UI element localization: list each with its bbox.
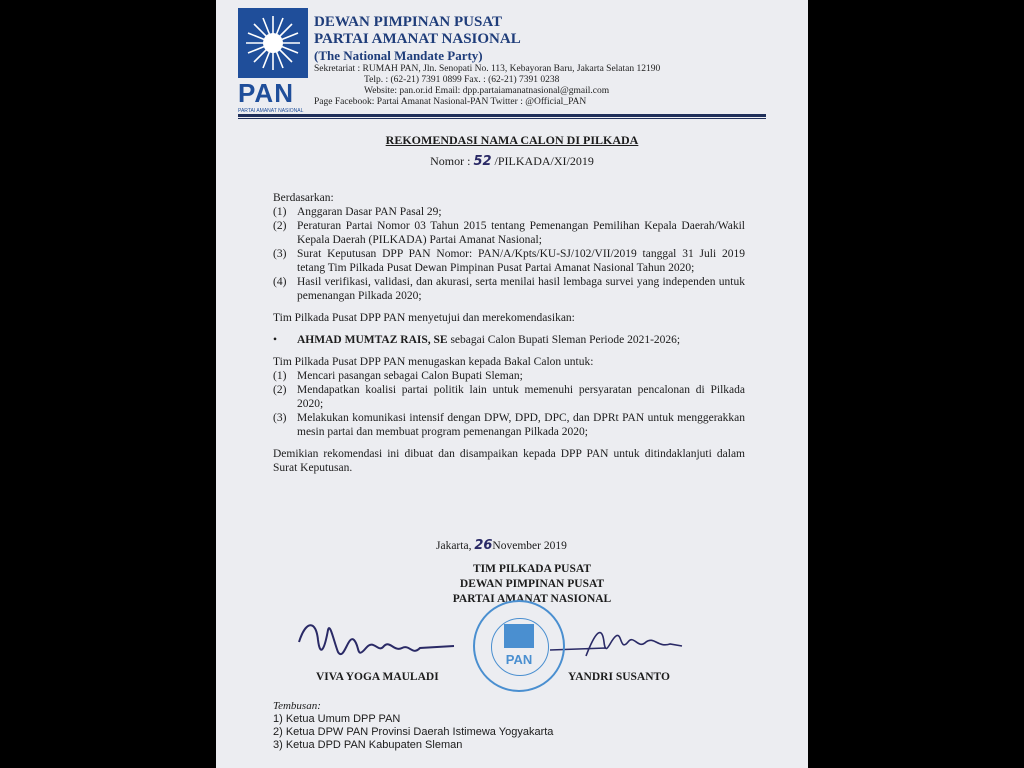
signature-left-icon <box>294 612 464 672</box>
assignment-statement: Tim Pilkada Pusat DPP PAN menugaskan kepada Bakal Calon untuk: <box>273 356 594 368</box>
org-name-line2: PARTAI AMANAT NASIONAL <box>314 31 521 47</box>
approval-statement: Tim Pilkada Pusat DPP PAN menyetujui dan merekomendasikan: <box>273 312 575 324</box>
number-suffix: /PILKADA/XI/2019 <box>494 154 594 168</box>
basis-intro: Berdasarkan: <box>273 192 334 204</box>
stamp-sun-icon <box>504 624 534 648</box>
logo-text: PAN <box>238 78 294 108</box>
document-title: REKOMENDASI NAMA CALON DI PILKADA <box>385 133 639 147</box>
org-name-line1: DEWAN PIMPINAN PUSAT <box>314 14 503 30</box>
signatory-heads: TIM PILKADA PUSAT DEWAN PIMPINAN PUSAT PARTAI AMANAT NASIONAL <box>452 563 612 605</box>
signature-right-icon <box>546 620 686 670</box>
bullet: • <box>273 334 278 346</box>
list-item: 3) Ketua DPD PAN Kabupaten Sleman <box>273 739 463 751</box>
org-name-line3: (The National Mandate Party) <box>314 48 483 63</box>
list-item: 1) Ketua Umum DPP PAN <box>273 713 401 725</box>
list-item: (2) Peraturan Partai Nomor 03 Tahun 2015 tentang Pemenangan Pemilihan Kepala Daerah/Wakil Kepala Daerah (PILKADA) Partai Amanat Nasional; <box>273 220 745 246</box>
tembusan-block <box>273 700 553 752</box>
contact-address: Sekretariat : RUMAH PAN, Jln. Senopati No. 113, Kebayoran Baru, Jakarta Selatan 12190 <box>314 64 661 74</box>
sun-logo-icon <box>238 8 308 78</box>
contact-web: Website: pan.or.id Email: dpp.partaiamanatnasional@gmail.com <box>364 86 610 96</box>
document-body <box>273 191 745 475</box>
list-item: (2) Mendapatkan koalisi partai politik lain untuk memenuhi persyaratan pencalonan di Pilkada 2020; <box>273 384 745 410</box>
contact-social: Page Facebook: Partai Amanat Nasional-PAN Twitter : @Official_PAN <box>314 97 587 107</box>
list-item: (1) Anggaran Dasar PAN Pasal 29; <box>273 206 442 218</box>
candidate-line <box>273 333 745 347</box>
tembusan-label: Tembusan: <box>273 700 321 712</box>
number-prefix: Nomor : <box>430 154 471 168</box>
date-line: Jakarta, 26November 2019 <box>436 538 567 553</box>
signer-right-name: YANDRI SUSANTO <box>568 671 670 683</box>
official-stamp <box>473 600 565 692</box>
candidate-name: AHMAD MUMTAZ RAIS, SE <box>297 334 448 346</box>
pan-logo <box>238 8 308 112</box>
document-number <box>216 154 808 169</box>
date-handwritten: 26 <box>474 538 493 553</box>
number-handwritten: 52 <box>473 154 492 169</box>
letterhead <box>314 14 794 108</box>
list-item: 2) Ketua DPW PAN Provinsi Daerah Istimewa Yogyakarta <box>273 726 554 738</box>
contact-phone: Telp. : (62-21) 7391 0899 Fax. : (62-21) 7391 0238 <box>364 75 560 85</box>
list-item: (4) Hasil verifikasi, validasi, dan akurasi, serta menilai hasil lembaga survei yang independen untuk pemenangan Pilkada 2020; <box>273 276 745 302</box>
letterhead-rule-thin <box>238 118 766 119</box>
logo-subtext: PARTAI AMANAT NASIONAL <box>238 108 304 114</box>
stamp-label: PAN <box>505 652 533 667</box>
closing-statement: Demikian rekomendasi ini dibuat dan disampaikan kepada DPP PAN untuk ditindaklanjuti dalam Surat Keputusan. <box>273 448 745 474</box>
letterhead-rule <box>238 114 766 117</box>
contact-block <box>314 64 794 108</box>
list-item: (3) Surat Keputusan DPP PAN Nomor: PAN/A/Kpts/KU-SJ/102/VII/2019 tanggal 31 Juli 2019 tetang Tim Pilkada Pusat Dewan Pimpinan Pusat Partai Amanat Nasional Tahun 2020; <box>273 248 745 274</box>
signer-left-name: VIVA YOGA MAULADI <box>316 671 439 683</box>
list-item: (3) Melakukan komunikasi intensif dengan DPW, DPD, DPC, dan DPRt PAN untuk menggerakkan mesin partai dan membuat program pemenangan Pilkada 2020; <box>273 412 745 438</box>
document-page <box>216 0 808 768</box>
candidate-role: sebagai Calon Bupati Sleman Periode 2021-2026; <box>447 334 681 346</box>
list-item: (1) Mencari pasangan sebagai Calon Bupati Sleman; <box>273 370 523 382</box>
